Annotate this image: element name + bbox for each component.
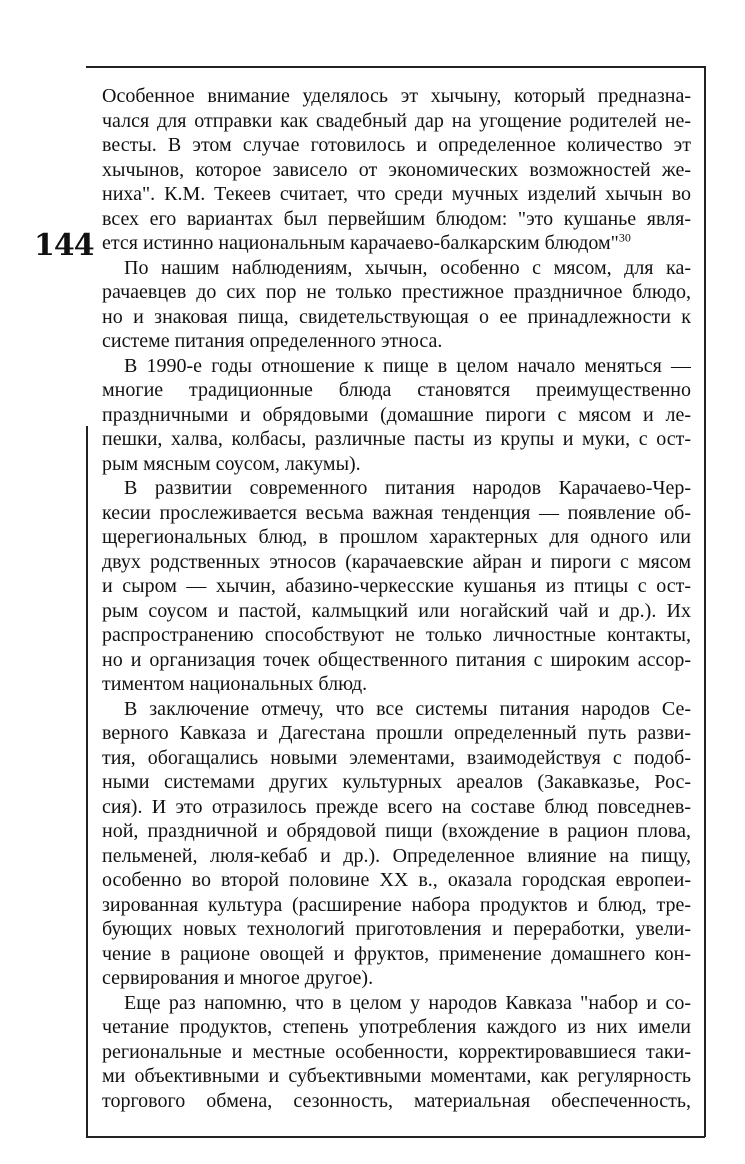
text-line: тиментом национальных блюд.	[102, 673, 368, 695]
right-rule	[704, 66, 706, 1137]
text-line: кесии прослеживается весьма важная тенденция — появление об-	[102, 501, 691, 524]
text-line: пельменей, люля-кебаб и др.). Определенное влияние на пищу,	[102, 844, 691, 867]
text-line: сервирования и многое другое).	[102, 967, 374, 989]
text-line: рым соусом и пастой, калмыцкий или ногайский чай и др.). Их	[102, 599, 691, 622]
text-line: щерегиональных блюд, в прошлом характерных для одного или	[102, 526, 691, 548]
text-line: торгового обмена, сезонность, материальная обеспеченность,	[102, 1089, 691, 1112]
text-line: тия, обогащались новыми элементами, взаимодействуя с подоб-	[102, 746, 691, 769]
left-rule	[86, 426, 88, 1137]
top-rule	[86, 66, 705, 68]
text-line: рым мясным соусом, лакумы).	[102, 452, 361, 475]
text-line: ными системами других культурных ареалов (Закавказье, Рос-	[102, 771, 691, 793]
text-line: чался для отправки как свадебный дар на угощение родителей не-	[102, 109, 691, 132]
text-line: системе питания определенного этноса.	[102, 330, 443, 352]
body-text	[102, 84, 691, 1113]
text-line: В заключение отмечу, что все системы питания народов Се-	[124, 697, 691, 720]
text-line: бующих новых технологий приготовления и переработки, увели-	[102, 918, 691, 940]
text-line: региональные и местные особенности, корректировавшиеся таки-	[102, 1040, 691, 1063]
text-line: чение в рационе овощей и фруктов, применение домашнего кон-	[102, 942, 691, 965]
text-line: ниха". К.М. Текеев считает, что среди мучных изделий хычын во	[102, 183, 691, 205]
text-line: но и организация точек общественного питания с широким ассор-	[102, 648, 691, 671]
bottom-rule	[86, 1136, 705, 1138]
paragraph	[102, 697, 691, 991]
text-line: зированная культура (расширение набора продуктов и блюд, тре-	[102, 893, 691, 916]
footnote-ref[interactable]: 30	[618, 231, 631, 245]
paragraph	[102, 256, 691, 354]
paragraph	[102, 84, 691, 256]
text-line: и сыром — хычин, абазино-черкесские кушанья из птицы с ост-	[102, 575, 691, 597]
text-line: но и знаковая пища, свидетельствующая о ее принадлежности к	[102, 305, 691, 328]
text-line: ной, праздничной и обрядовой пищи (вхождение в рацион плова,	[102, 820, 691, 842]
text-line: многие традиционные блюда становятся преимущественно	[102, 379, 691, 401]
text-line: верного Кавказа и Дагестана прошли определенный путь разви-	[102, 722, 691, 744]
text-line: особенно во второй половине XX в., оказала городская европеи-	[102, 869, 691, 891]
paragraph	[102, 991, 691, 1114]
text-line: весты. В этом случае готовилось и определенное количество эт	[102, 134, 691, 156]
text-line: двух родственных этносов (карачаевские айран и пироги с мясом	[102, 550, 691, 573]
text-line: хычынов, которое зависело от экономических возможностей же-	[102, 158, 691, 181]
text-line: распространению способствуют не только личностные контакты,	[102, 624, 691, 646]
text-line: сия). И это отразилось прежде всего на составе блюд повседнев-	[102, 795, 691, 818]
paragraph	[102, 476, 691, 697]
page-number: 144	[34, 228, 94, 263]
text-line: четание продуктов, степень употребления каждого из них имели	[102, 1016, 691, 1038]
text-line: В развитии современного питания народов Карачаево-Чер-	[124, 477, 691, 499]
text-line: В 1990-е годы отношение к пище в целом начало меняться —	[124, 354, 691, 377]
text-line: ми объективными и субъективными моментами, как регулярность	[102, 1065, 691, 1087]
text-line: праздничными и обрядовыми (домашние пироги с мясом и ле-	[102, 403, 691, 426]
text-line: Особенное внимание уделялось эт хычыну, который предназна-	[102, 85, 691, 107]
text-line: ется истинно национальным карачаево-балкарским блюдом"$^{30}$	[102, 231, 631, 254]
text-line: пешки, халва, колбасы, различные пасты из крупы и муки, с ост-	[102, 428, 691, 450]
paragraph	[102, 354, 691, 477]
text-line: рачаевцев до сих пор не только престижное праздничное блюдо,	[102, 281, 691, 303]
text-line: Еще раз напомню, что в целом у народов Кавказа "набор и со-	[124, 991, 691, 1014]
text-line: По нашим наблюдениям, хычын, особенно с мясом, для ка-	[124, 256, 691, 279]
text-line: всех его вариантах был первейшим блюдом: "это кушанье явля-	[102, 207, 691, 230]
